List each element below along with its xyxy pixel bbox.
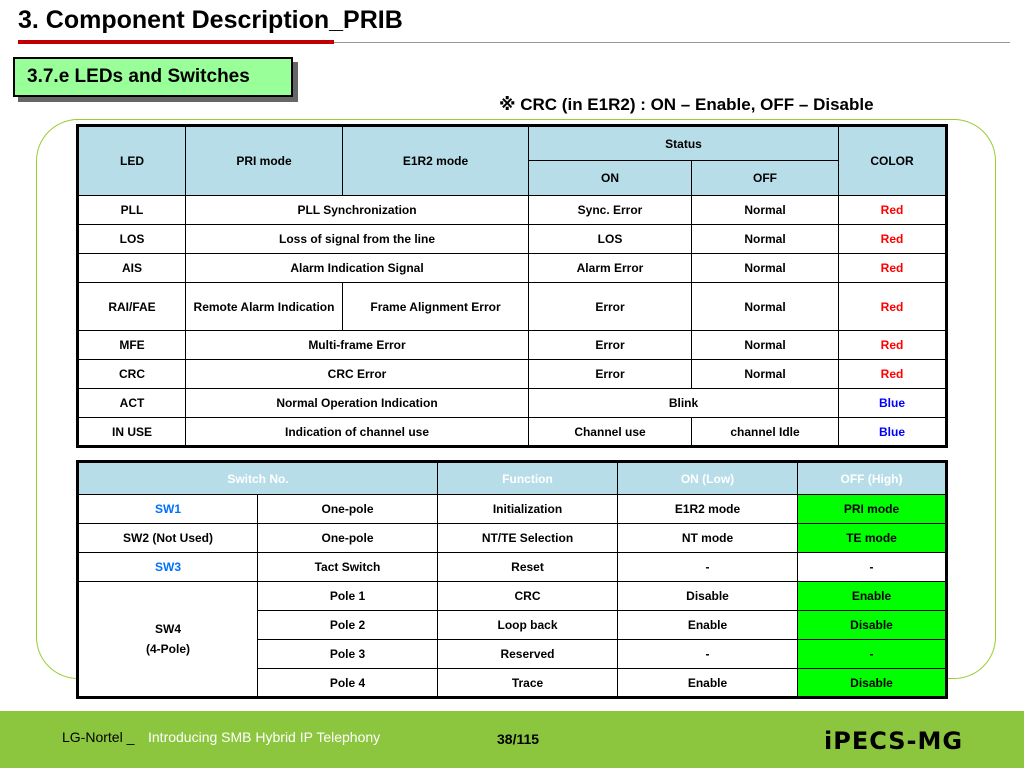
led-name: CRC <box>78 360 186 389</box>
pole-off: Enable <box>798 582 947 611</box>
pole-on: Enable <box>618 669 798 698</box>
led-off: Normal <box>692 360 839 389</box>
section-heading: 3.7.e LEDs and Switches <box>27 66 250 87</box>
switch-type: Tact Switch <box>258 553 438 582</box>
switch-function: Initialization <box>438 495 618 524</box>
header-off: OFF <box>692 161 839 196</box>
led-pri-description: Remote Alarm Indication <box>186 283 343 331</box>
led-on: Sync. Error <box>529 196 692 225</box>
pole-name: Pole 3 <box>258 640 438 669</box>
pole-off: - <box>798 640 947 669</box>
sw4-name-cell <box>78 582 258 698</box>
led-status: Blink <box>529 389 839 418</box>
pole-name: Pole 2 <box>258 611 438 640</box>
switch-name: SW1 <box>78 495 258 524</box>
switch-table <box>76 460 948 699</box>
led-off: channel Idle <box>692 418 839 447</box>
title-underline <box>334 42 1010 43</box>
switch-type: One-pole <box>258 524 438 553</box>
table-row <box>78 524 947 553</box>
header-pri-mode: PRI mode <box>186 126 343 196</box>
page-number: 38/115 <box>497 731 540 747</box>
led-color: Red <box>839 225 947 254</box>
led-on: Channel use <box>529 418 692 447</box>
led-color: Red <box>839 196 947 225</box>
switch-header-row <box>78 462 947 495</box>
switch-name: SW3 <box>78 553 258 582</box>
header-switch-no: Switch No. <box>78 462 438 495</box>
header-led: LED <box>78 126 186 196</box>
switch-name: SW2 (Not Used) <box>78 524 258 553</box>
led-on: Alarm Error <box>529 254 692 283</box>
led-name: MFE <box>78 331 186 360</box>
header-on: ON <box>529 161 692 196</box>
table-row <box>78 553 947 582</box>
led-on: Error <box>529 331 692 360</box>
header-e1r2-mode: E1R2 mode <box>343 126 529 196</box>
led-description: Normal Operation Indication <box>186 389 529 418</box>
switch-off: TE mode <box>798 524 947 553</box>
title-underline-accent <box>18 40 334 44</box>
pole-off: Disable <box>798 669 947 698</box>
led-description: PLL Synchronization <box>186 196 529 225</box>
led-color: Red <box>839 331 947 360</box>
pole-name: Pole 1 <box>258 582 438 611</box>
pole-on: Enable <box>618 611 798 640</box>
header-status: Status <box>529 126 839 161</box>
table-row <box>78 254 947 283</box>
led-name: IN USE <box>78 418 186 447</box>
sw4-name: SW4 <box>154 622 181 636</box>
pole-on: Disable <box>618 582 798 611</box>
switch-function: NT/TE Selection <box>438 524 618 553</box>
led-color: Red <box>839 360 947 389</box>
led-name: RAI/FAE <box>78 283 186 331</box>
led-description: Alarm Indication Signal <box>186 254 529 283</box>
led-color: Red <box>839 283 947 331</box>
table-row <box>78 582 947 611</box>
led-description: Indication of channel use <box>186 418 529 447</box>
switch-off: PRI mode <box>798 495 947 524</box>
led-on: Error <box>529 283 692 331</box>
table-row <box>78 331 947 360</box>
led-on: LOS <box>529 225 692 254</box>
header-color: COLOR <box>839 126 947 196</box>
crc-note: ※ CRC (in E1R2) : ON – Enable, OFF – Disable <box>499 95 874 114</box>
led-e1r2-description: Frame Alignment Error <box>343 283 529 331</box>
switch-on: E1R2 mode <box>618 495 798 524</box>
sw4-subtitle: (4-Pole) <box>145 642 190 656</box>
switch-on: - <box>618 553 798 582</box>
led-off: Normal <box>692 225 839 254</box>
header-off-high: OFF (High) <box>798 462 947 495</box>
table-row <box>78 418 947 447</box>
pole-function: Reserved <box>438 640 618 669</box>
header-on-low: ON (Low) <box>618 462 798 495</box>
footer-brand: LG-Nortel _ <box>62 729 135 745</box>
led-color: Blue <box>839 389 947 418</box>
led-name: AIS <box>78 254 186 283</box>
led-off: Normal <box>692 254 839 283</box>
table-row <box>78 495 947 524</box>
led-off: Normal <box>692 331 839 360</box>
led-description: CRC Error <box>186 360 529 389</box>
table-row <box>78 360 947 389</box>
led-table <box>76 124 948 448</box>
switch-type: One-pole <box>258 495 438 524</box>
table-row <box>78 389 947 418</box>
led-color: Blue <box>839 418 947 447</box>
led-name: LOS <box>78 225 186 254</box>
pole-off: Disable <box>798 611 947 640</box>
led-color: Red <box>839 254 947 283</box>
footer-intro: Introducing SMB Hybrid IP Telephony <box>148 729 381 745</box>
led-off: Normal <box>692 283 839 331</box>
led-name: PLL <box>78 196 186 225</box>
pole-function: CRC <box>438 582 618 611</box>
switch-off: - <box>798 553 947 582</box>
led-on: Error <box>529 360 692 389</box>
pole-function: Loop back <box>438 611 618 640</box>
header-function: Function <box>438 462 618 495</box>
table-row <box>78 196 947 225</box>
section-heading-box <box>13 57 293 97</box>
table-row <box>78 283 947 331</box>
led-name: ACT <box>78 389 186 418</box>
led-description: Loss of signal from the line <box>186 225 529 254</box>
led-off: Normal <box>692 196 839 225</box>
pole-on: - <box>618 640 798 669</box>
ipecs-logo: iPECS-MG <box>824 727 964 755</box>
led-header-row <box>78 126 947 161</box>
table-row <box>78 225 947 254</box>
pole-name: Pole 4 <box>258 669 438 698</box>
switch-function: Reset <box>438 553 618 582</box>
switch-on: NT mode <box>618 524 798 553</box>
pole-function: Trace <box>438 669 618 698</box>
footer-bar <box>0 711 1024 768</box>
led-description: Multi-frame Error <box>186 331 529 360</box>
slide-title: 3. Component Description_PRIB <box>18 6 403 34</box>
